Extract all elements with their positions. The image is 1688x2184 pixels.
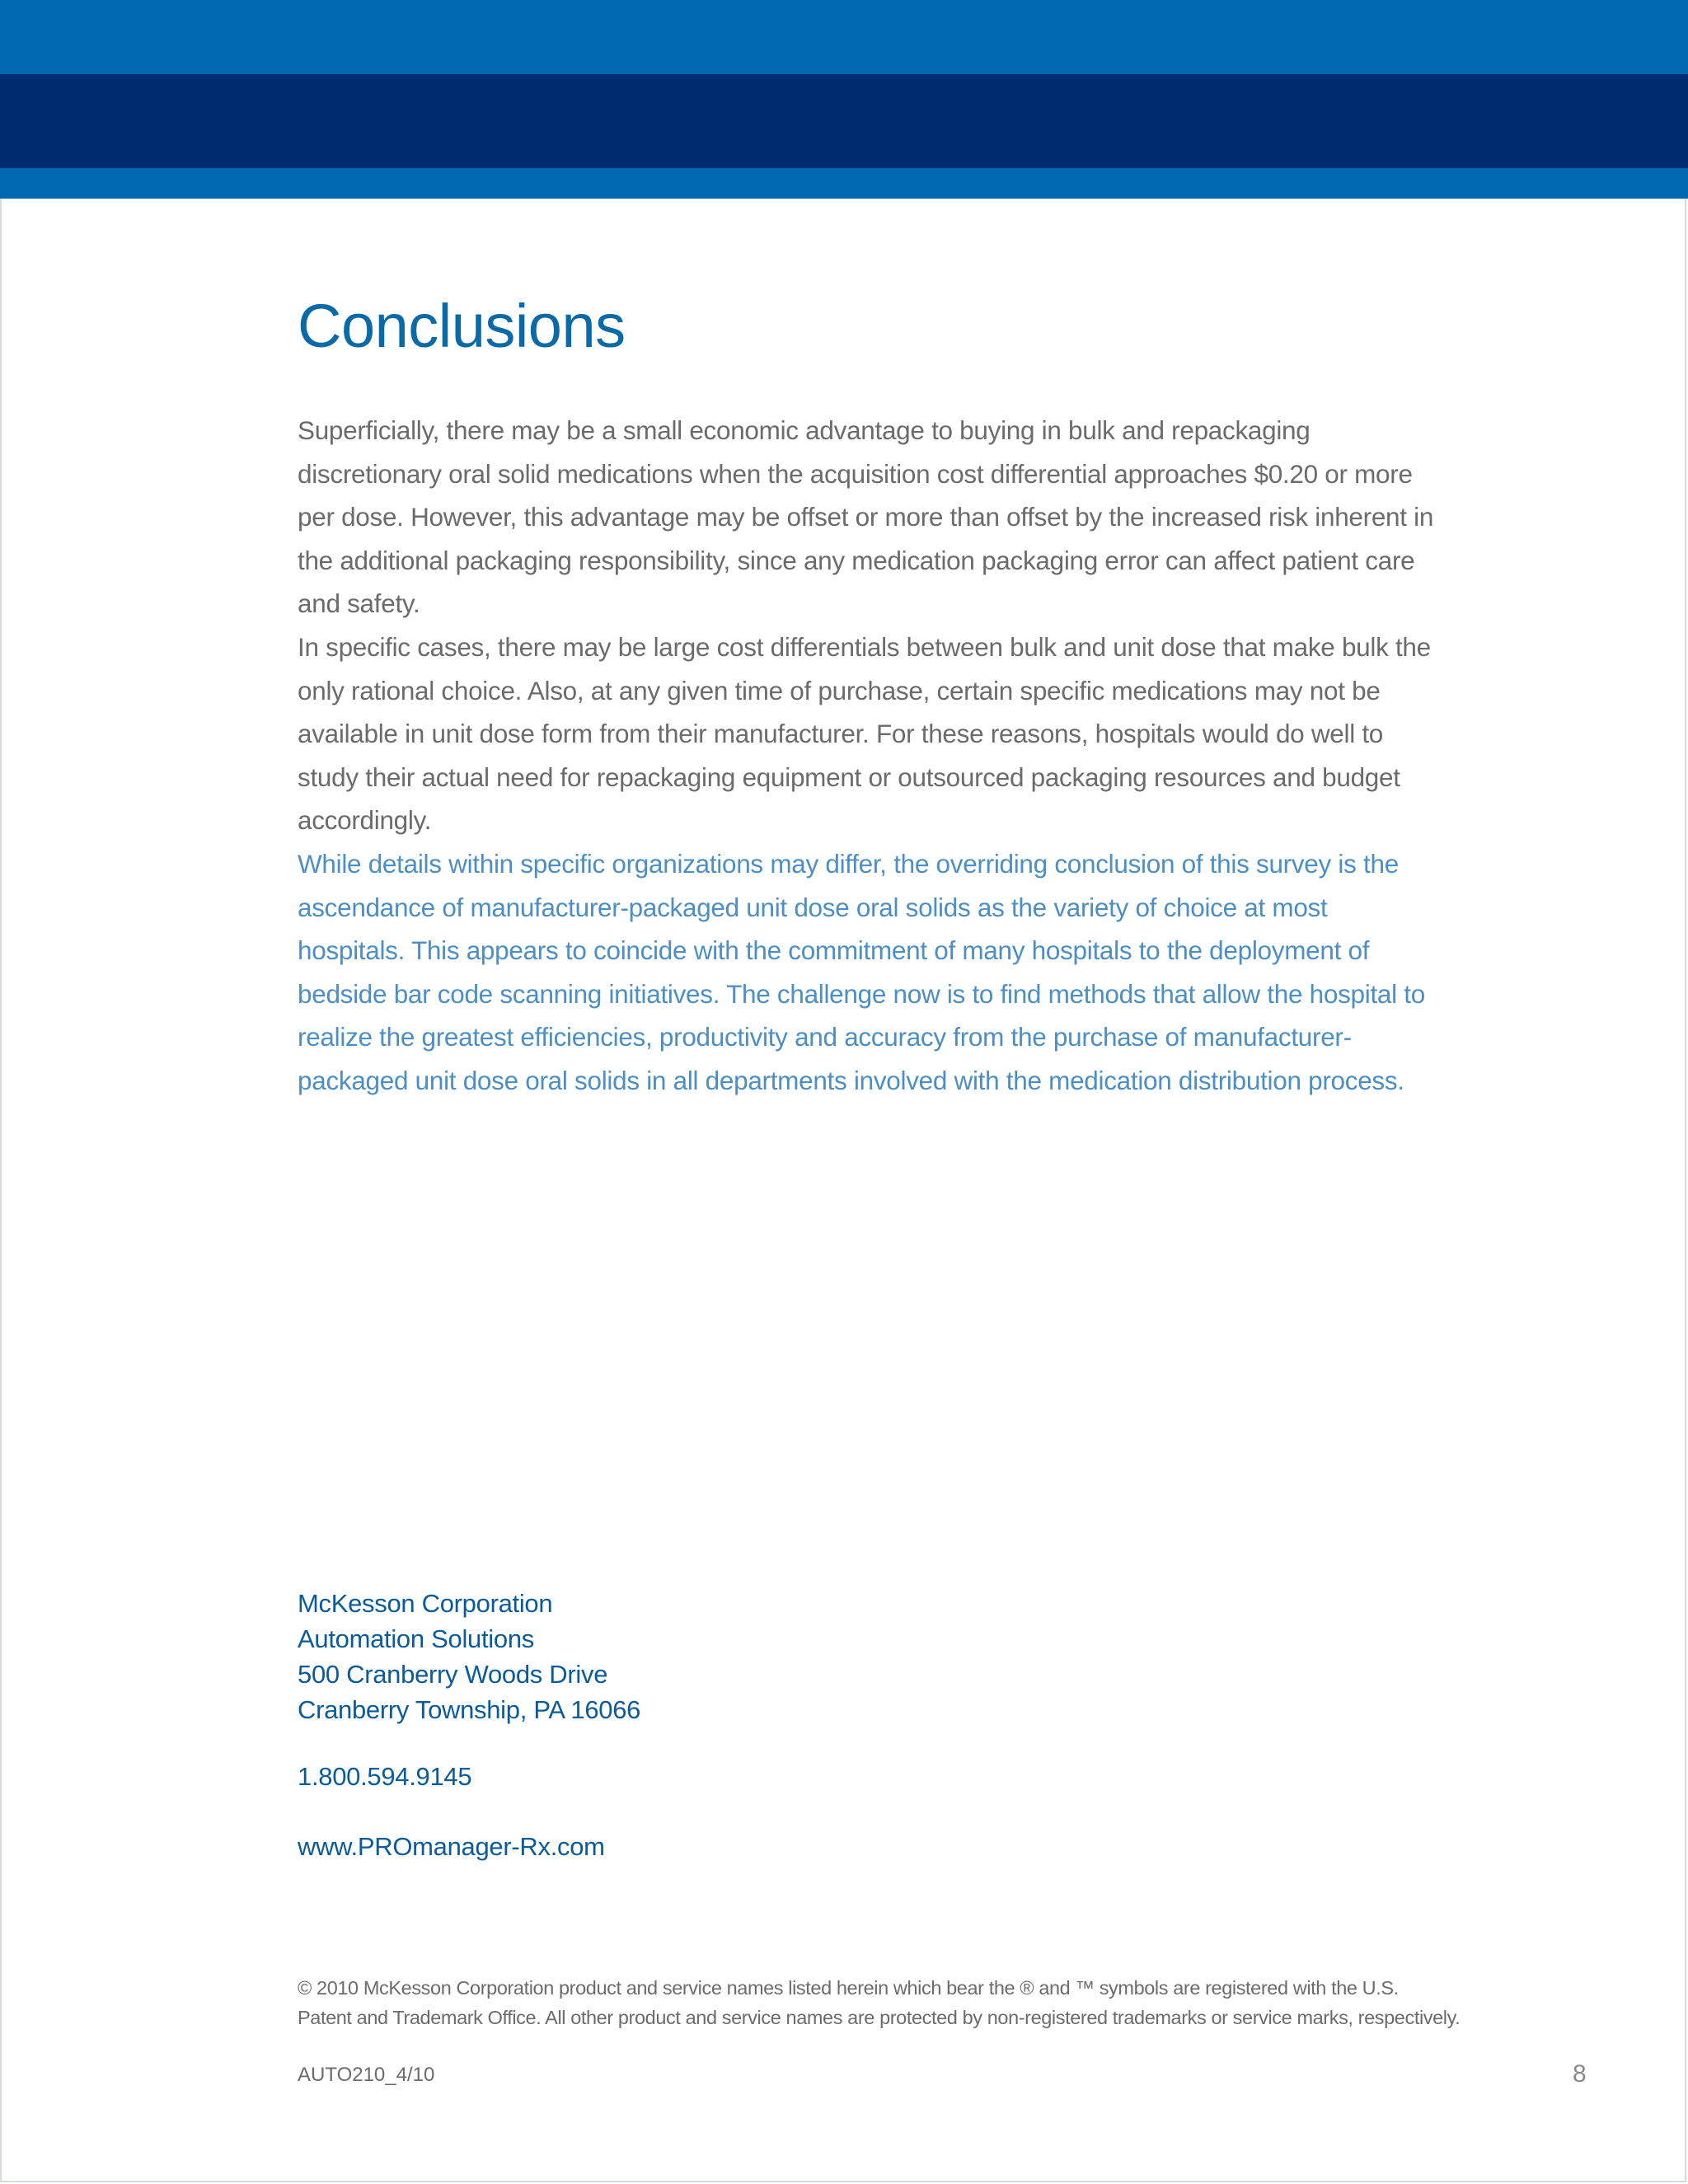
phone-number: 1.800.594.9145 bbox=[298, 1762, 472, 1791]
company-name: McKesson Corporation bbox=[298, 1589, 553, 1618]
page-number: 8 bbox=[1573, 2060, 1587, 2088]
street-address: 500 Cranberry Woods Drive bbox=[298, 1660, 608, 1689]
contact-address bbox=[298, 1586, 640, 1727]
header-band-top bbox=[0, 0, 1688, 74]
copyright-line-2: Patent and Trademark Office. All other product and service names are protected by non-registered trademarks or service marks, respectively. bbox=[298, 2007, 1461, 2028]
paragraph-cost-differentials: In specific cases, there may be large cost differentials between bulk and unit dose that make bulk the only rational choice. Also, at any given time of purchase, certain specific medications may not be available in unit dose form from their manufacturer. For these reasons, hospitals would do well to study their actual need for repackaging equipment or outsourced packaging resources and budget accordingly. bbox=[298, 632, 1431, 835]
paragraph-economic-advantage: Superficially, there may be a small economic advantage to buying in bulk and repackaging discretionary oral solid medications when the acquisition cost differential approaches $0.20 or more per dose. However, this advantage may be offset or more than offset by the increased risk inherent in the additional packaging responsibility, since any medication packaging error can affect patient care and safety. bbox=[298, 415, 1434, 618]
header-band-dark bbox=[0, 74, 1688, 168]
paragraph-overriding-conclusion: While details within specific organizations may differ, the overriding conclusion of this survey is the ascendance of manufacturer-packaged unit dose oral solids as the variety of choice at most hospitals. This appears to coincide with the commitment of many hospitals to the deployment of bedside bar code scanning initiatives. The challenge now is to find methods that allow the hospital to realize the greatest efficiencies, productivity and accuracy from the purchase of manufacturer-packaged unit dose oral solids in all departments involved with the medication distribution process. bbox=[298, 849, 1425, 1095]
document-code: AUTO210_4/10 bbox=[298, 2064, 435, 2086]
page-title: Conclusions bbox=[298, 292, 626, 360]
website-link[interactable]: www.PROmanager-Rx.com bbox=[298, 1832, 605, 1861]
copyright-notice bbox=[298, 1973, 1493, 2032]
header-band-bottom bbox=[0, 168, 1688, 199]
division-name: Automation Solutions bbox=[298, 1624, 534, 1653]
copyright-line-1: © 2010 McKesson Corporation product and service names listed herein which bear the ® and ™ symbols are registered with the U.S. bbox=[298, 1977, 1399, 1999]
city-state-zip: Cranberry Township, PA 16066 bbox=[298, 1695, 641, 1724]
